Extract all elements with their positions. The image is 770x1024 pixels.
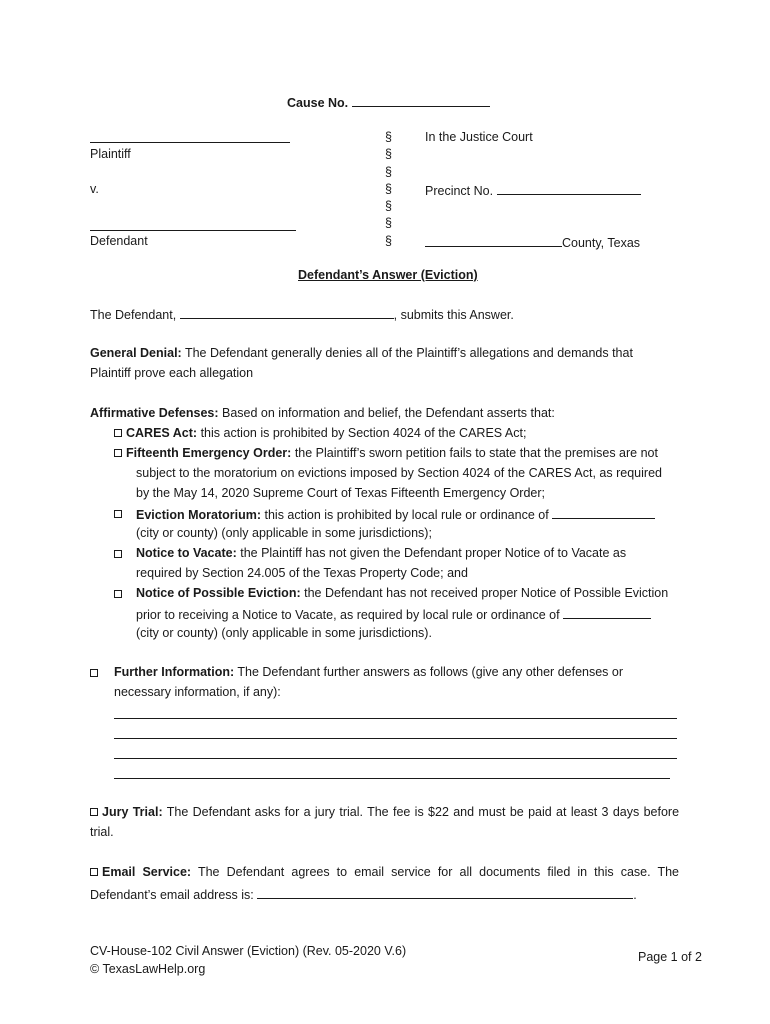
cares-act-item xyxy=(114,426,526,440)
footer-form-id: CV-House-102 Civil Answer (Eviction) (Rev. 05-2020 V.6) xyxy=(90,944,407,958)
fifteenth-order-checkbox[interactable] xyxy=(114,449,122,457)
jury-trial-label: Jury Trial: xyxy=(102,805,163,819)
possible-eviction-line3: (city or county) (only applicable in some jurisdictions). xyxy=(136,626,432,640)
section-mark: § xyxy=(385,147,392,161)
section-mark: § xyxy=(385,130,392,144)
jury-trial-line2: trial. xyxy=(90,825,114,839)
fifteenth-order-item xyxy=(114,446,658,460)
further-info-line2: necessary information, if any): xyxy=(114,685,281,699)
intro-line xyxy=(90,306,514,322)
cares-act-label: CARES Act: xyxy=(126,426,198,440)
email-address-label: Defendant’s email address is: xyxy=(90,888,254,902)
further-info-checkbox[interactable] xyxy=(90,669,98,677)
possible-eviction-item xyxy=(136,586,668,600)
affirmative-label: Affirmative Defenses: xyxy=(90,406,219,420)
jury-trial-checkbox[interactable] xyxy=(90,808,98,816)
footer-copyright: © TexasLawHelp.org xyxy=(90,962,206,976)
further-info-text: The Defendant further answers as follows (give any other defenses or xyxy=(237,665,624,679)
email-service xyxy=(90,865,679,879)
further-info-answer-line[interactable] xyxy=(114,758,677,759)
email-service-checkbox[interactable] xyxy=(90,868,98,876)
plaintiff-label: Plaintiff xyxy=(90,147,131,161)
email-address-end: . xyxy=(633,888,637,902)
general-denial-label: General Denial: xyxy=(90,346,182,360)
general-denial xyxy=(90,346,633,360)
defendant-full-name-field[interactable] xyxy=(180,306,394,319)
cause-number xyxy=(287,94,490,110)
section-mark: § xyxy=(385,182,392,196)
notice-to-vacate-text: the Plaintiff has not given the Defendant proper Notice of to Vacate as xyxy=(240,546,627,560)
eviction-moratorium-line2: (city or county) (only applicable in some jurisdictions); xyxy=(136,526,432,540)
email-service-text: The Defendant agrees to email service for all documents filed in this case. The xyxy=(197,865,680,879)
further-info-label: Further Information: xyxy=(114,665,235,679)
general-denial-line2: Plaintiff prove each allegation xyxy=(90,366,254,380)
section-mark: § xyxy=(385,165,392,179)
further-info xyxy=(114,665,623,679)
form-title: Defendant’s Answer (Eviction) xyxy=(298,268,478,282)
email-service-label: Email Service: xyxy=(102,865,192,879)
court-label: In the Justice Court xyxy=(425,130,533,144)
eviction-moratorium-label: Eviction Moratorium: xyxy=(136,508,262,522)
precinct-number-field[interactable] xyxy=(497,182,641,195)
possible-eviction-line2 xyxy=(136,606,651,622)
possible-eviction-label: Notice of Possible Eviction: xyxy=(136,586,301,600)
county-field[interactable] xyxy=(425,234,562,247)
defendant-name-field[interactable] xyxy=(90,230,296,231)
jury-trial-text: The Defendant asks for a jury trial. The fee is $22 and must be paid at least 3 days before xyxy=(166,805,680,819)
intro-suffix: , submits this Answer. xyxy=(393,308,514,322)
precinct-label: Precinct No. xyxy=(425,184,494,198)
cares-act-text: this action is prohibited by Section 4024 of the CARES Act; xyxy=(200,426,527,440)
eviction-moratorium-text: this action is prohibited by local rule or ordinance of xyxy=(264,508,549,522)
county-label: County, Texas xyxy=(562,236,641,250)
possible-eviction-jurisdiction-field[interactable] xyxy=(563,606,651,619)
section-mark: § xyxy=(385,234,392,248)
defendant-label: Defendant xyxy=(90,234,148,248)
precinct xyxy=(425,182,641,198)
eviction-moratorium-item xyxy=(136,506,655,522)
further-info-answer-line[interactable] xyxy=(114,738,677,739)
fifteenth-order-label: Fifteenth Emergency Order: xyxy=(126,446,292,460)
cause-label: Cause No. xyxy=(287,96,349,110)
section-mark: § xyxy=(385,216,392,230)
cause-number-field[interactable] xyxy=(352,94,490,107)
fifteenth-order-line3: by the May 14, 2020 Supreme Court of Texas Fifteenth Emergency Order; xyxy=(136,486,546,500)
jury-trial xyxy=(90,805,679,819)
moratorium-jurisdiction-field[interactable] xyxy=(552,506,655,519)
notice-to-vacate-checkbox[interactable] xyxy=(114,550,122,558)
possible-eviction-text2: prior to receiving a Notice to Vacate, as required by local rule or ordinance of xyxy=(136,608,560,622)
intro-prefix: The Defendant, xyxy=(90,308,177,322)
fifteenth-order-line2: subject to the moratorium on evictions imposed by Section 4024 of the CARES Act, as required xyxy=(136,466,662,480)
county xyxy=(425,234,640,250)
email-address-field[interactable] xyxy=(257,886,633,899)
notice-to-vacate-item xyxy=(136,546,626,560)
affirmative-defenses xyxy=(90,406,555,420)
cares-act-checkbox[interactable] xyxy=(114,429,122,437)
versus-label: v. xyxy=(90,182,99,196)
eviction-moratorium-checkbox[interactable] xyxy=(114,510,122,518)
fifteenth-order-text: the Plaintiff’s sworn petition fails to state that the premises are not xyxy=(294,446,658,460)
plaintiff-name-field[interactable] xyxy=(90,142,290,143)
notice-to-vacate-label: Notice to Vacate: xyxy=(136,546,237,560)
notice-to-vacate-line2: required by Section 24.005 of the Texas Property Code; and xyxy=(136,566,468,580)
section-mark: § xyxy=(385,199,392,213)
email-address-line xyxy=(90,886,637,902)
further-info-answer-line[interactable] xyxy=(114,718,677,719)
affirmative-text: Based on information and belief, the Defendant asserts that: xyxy=(222,406,555,420)
possible-eviction-text: the Defendant has not received proper Notice of Possible Eviction xyxy=(304,586,669,600)
possible-eviction-checkbox[interactable] xyxy=(114,590,122,598)
general-denial-text: The Defendant generally denies all of the Plaintiff’s allegations and demands that xyxy=(184,346,633,360)
further-info-answer-line[interactable] xyxy=(114,778,670,779)
page-number: Page 1 of 2 xyxy=(638,950,702,964)
